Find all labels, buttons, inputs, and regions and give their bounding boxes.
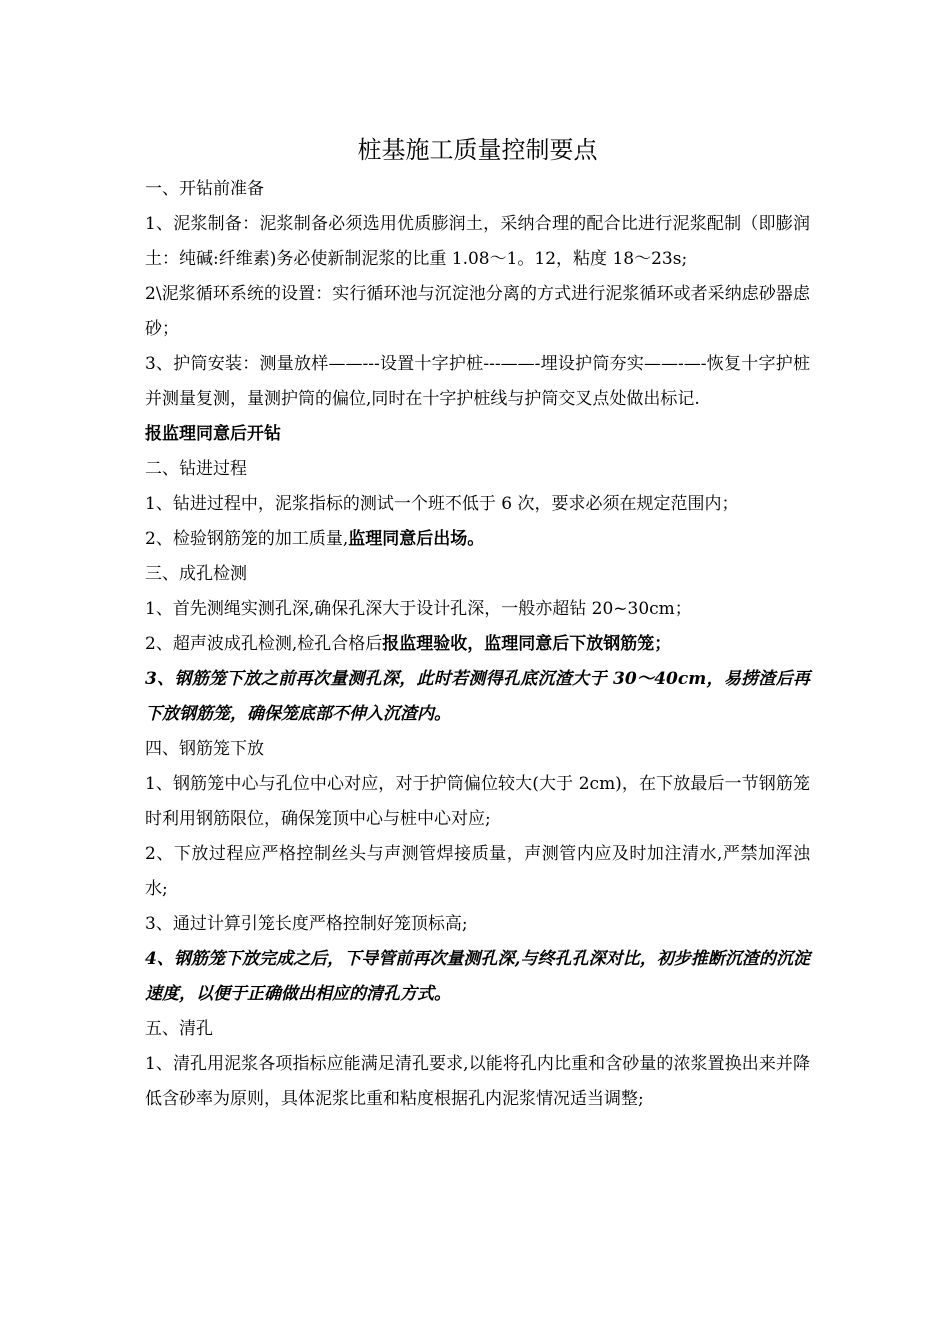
section-2-heading: 二、钻进过程 — [145, 459, 247, 479]
section-4-item-4: 4、钢筋笼下放完成之后，下导管前再次量测孔深,与终孔孔深对比，初步推断沉渣的沉淀速度，以便于正确做出相应的清孔方式。 — [145, 949, 810, 1004]
section-4-item-2: 2、下放过程应严格控制丝头与声测管焊接质量，声测管内应及时加注清水,严禁加浑浊水; — [145, 844, 810, 899]
section-4-item-3: 3、通过计算引笼长度严格控制好笼顶标高; — [145, 914, 468, 934]
section-4-item-1: 1、钢筋笼中心与孔位中心对应，对于护筒偏位较大(大于 2cm)，在下放最后一节钢筋笼时利用钢筋限位，确保笼顶中心与桩中心对应; — [145, 774, 810, 829]
section-1-note: 报监理同意后开钻 — [145, 424, 281, 444]
section-1-item-2: 2\泥浆循环系统的设置：实行循环池与沉淀池分离的方式进行泥浆循环或者采纳虑砂器虑砂； — [145, 284, 810, 339]
section-3-item-2-text: 2、超声波成孔检测,检孔合格后 — [145, 634, 383, 654]
section-2-item-1: 1、钻进过程中，泥浆指标的测试一个班不低于 6 次，要求必须在规定范围内； — [145, 494, 739, 514]
section-3-item-1: 1、首先测绳实测孔深,确保孔深大于设计孔深，一般亦超钻 20~30cm； — [145, 599, 692, 619]
section-3-heading: 三、成孔检测 — [145, 564, 247, 584]
section-3-item-3: 3、钢筋笼下放之前再次量测孔深，此时若测得孔底沉渣大于 30～40cm，易捞渣后再下放钢筋笼，确保笼底部不伸入沉渣内。 — [145, 669, 810, 724]
section-3-item-2-emphasis: 报监理验收，监理同意后下放钢筋笼； — [382, 634, 672, 654]
section-4-heading: 四、钢筋笼下放 — [145, 739, 264, 759]
section-2-item-2-text: 2、检验钢筋笼的加工质量, — [145, 529, 349, 549]
section-3-item-2 — [145, 627, 810, 662]
document-title: 桩基施工质量控制要点 — [357, 136, 598, 164]
section-2-item-2-emphasis: 监理同意后出场。 — [348, 529, 485, 549]
section-5-heading: 五、清孔 — [145, 1019, 213, 1039]
section-5-item-1: 1、清孔用泥浆各项指标应能满足清孔要求,以能将孔内比重和含砂量的浓浆置换出来并降低含砂率为原则，具体泥浆比重和粘度根据孔内泥浆情况适当调整; — [145, 1054, 810, 1109]
section-1-item-3: 3、护筒安装：测量放样——---设置十字护桩---——-埋设护筒夯实——-—-恢复十字护桩并测量复测，量测护筒的偏位,同时在十字护桩线与护筒交叉点处做出标记. — [145, 354, 810, 409]
document-body — [145, 132, 810, 1117]
section-2-item-2 — [145, 522, 810, 557]
section-1-item-1: 1、泥浆制备：泥浆制备必须选用优质膨润土，采纳合理的配合比进行泥浆配制（即膨润土：纯碱:纤维素)务必使新制泥浆的比重 1.08～1。12，粘度 18～23s; — [145, 214, 810, 269]
section-1-heading: 一、开钻前准备 — [145, 179, 264, 199]
